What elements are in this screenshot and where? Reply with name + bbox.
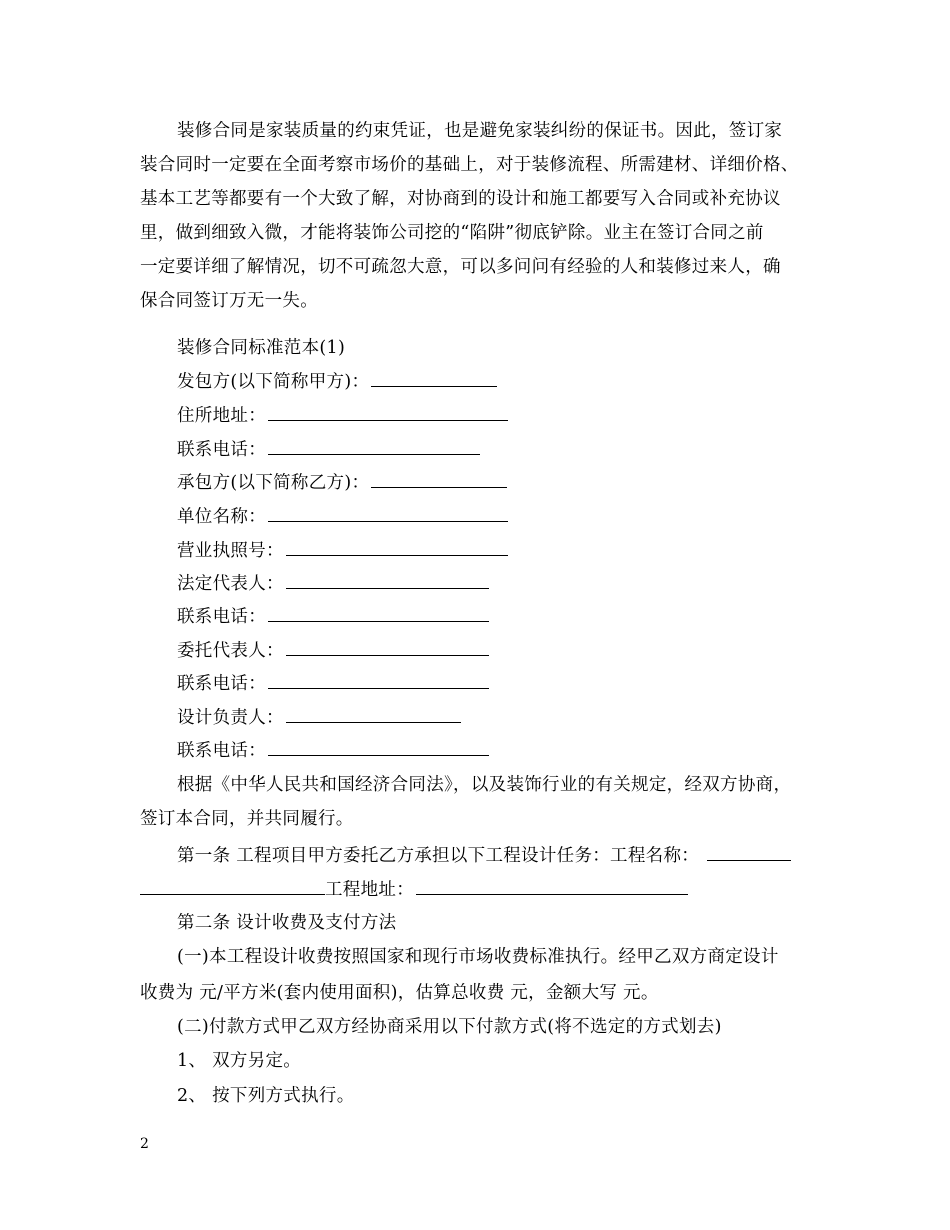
blank-line [707,843,791,861]
article-2-para: 收费为 元/平方米(套内使用面积)，估算总收费 元，金额大写 元。 [140,983,659,1003]
blank-line [268,504,508,522]
basis-line: 根据《中华人民共和国经济合同法》，以及装饰行业的有关规定，经双方协商， [177,775,792,795]
blank-line [286,705,461,723]
intro-line: 基本工艺等都要有一个大致了解，对协商到的设计和施工都要写入合同或补充协议 [140,189,781,209]
blank-line [371,470,507,488]
field-label: 法定代表人： [177,574,284,594]
field-label: 联系电话： [177,741,266,761]
intro-line: 里，做到细致入微，才能将装饰公司挖的“陷阱”彻底铲除。业主在签订合同之前 [140,223,764,243]
field-label: 设计负责人： [177,708,284,728]
field-label: 联系电话： [177,607,266,627]
article-1 [177,843,791,868]
article-1-text: 第一条 工程项目甲方委托乙方承担以下工程设计任务：工程名称： [177,846,700,866]
article-2-para: (一)本工程设计收费按照国家和现行市场收费标准执行。经甲乙双方商定设计 [177,947,779,967]
field-label: 营业执照号： [177,541,284,561]
form-field-phone [177,738,489,763]
form-field-design-lead [177,705,461,730]
page-number: 2 [140,1136,149,1152]
intro-line: 装修合同是家装质量的约束凭证，也是避免家装纠纷的保证书。因此，签订家 [177,121,783,141]
blank-line [416,877,688,895]
form-field-address [177,403,508,428]
field-label: 住所地址： [177,406,266,426]
form-field-party-a [177,369,497,394]
field-label: 单位名称： [177,507,266,527]
blank-line [268,738,489,756]
basis-line: 签订本合同，并共同履行。 [140,809,354,829]
blank-line [268,604,489,622]
blank-line [268,403,508,421]
address-label: 工程地址： [325,880,414,900]
blank-line [286,571,489,589]
field-label: 联系电话： [177,674,266,694]
intro-line: 装合同时一定要在全面考察市场价的基础上，对于装修流程、所需建材、详细价格、 [140,155,799,175]
contract-title: 装修合同标准范本(1) [177,338,346,358]
intro-line: 一定要详细了解情况，切不可疏忽大意，可以多问问有经验的人和装修过来人，确 [140,257,781,277]
form-field-party-b [177,470,507,495]
article-1-address [140,877,688,902]
field-label: 承包方(以下简称乙方)： [177,473,370,493]
blank-line [371,369,497,387]
form-field-phone [177,671,489,696]
field-label: 发包方(以下简称甲方)： [177,372,370,392]
intro-line: 保合同签订万无一失。 [140,291,318,311]
article-2-title: 第二条 设计收费及支付方法 [177,913,397,933]
form-field-phone [177,604,489,629]
form-field-license [177,538,508,563]
field-label: 联系电话： [177,440,266,460]
form-field-agent [177,638,489,663]
field-label: 委托代表人： [177,641,284,661]
blank-line [268,437,480,455]
blank-line [286,638,489,656]
article-2-payment: (二)付款方式甲乙双方经协商采用以下付款方式(将不选定的方式划去) [177,1017,722,1037]
option-item: 2、 按下列方式执行。 [177,1086,355,1106]
blank-line [286,538,508,556]
blank-line [268,671,489,689]
form-field-company [177,504,508,529]
form-field-legal-rep [177,571,489,596]
option-item: 1、 双方另定。 [177,1051,302,1071]
form-field-phone [177,437,480,462]
blank-line [140,877,325,895]
